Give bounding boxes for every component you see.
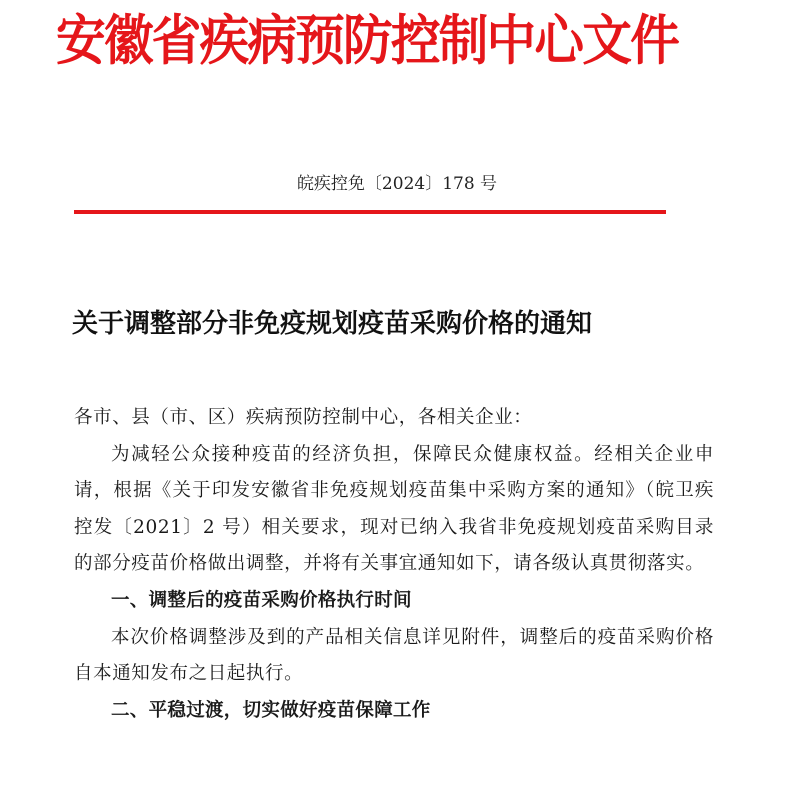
- section-1-heading: 一、调整后的疫苗采购价格执行时间: [111, 589, 412, 611]
- salutation: 各市、县（市、区）疾病预防控制中心，各相关企业：: [74, 407, 533, 428]
- document-body: [74, 400, 714, 729]
- section-1-paragraph: 本次价格调整涉及到的产品相关信息详见附件，调整后的疫苗采购价格自本通知发布之日起执行。: [74, 626, 714, 685]
- header-divider-rule: [74, 210, 666, 214]
- issuing-authority-header: 安徽省疾病预防控制中心文件: [56, 9, 678, 72]
- section-2-heading: 二、平稳过渡，切实做好疫苗保障工作: [111, 699, 431, 721]
- document-number: 皖疾控免〔2024〕178 号: [296, 174, 498, 194]
- document-title: 关于调整部分非免疫规划疫苗采购价格的通知: [72, 309, 593, 339]
- intro-paragraph: 为减轻公众接种疫苗的经济负担，保障民众健康权益。经相关企业申请，根据《关于印发安徽省非免疫规划疫苗集中采购方案的通知》（皖卫疾控发〔2021〕2 号）相关要求，现对已纳入我省非免疫规划疫苗采购目录的部分疫苗价格做出调整，并将有关事宜通知如下，请各级认真贯彻落实。: [74, 443, 714, 575]
